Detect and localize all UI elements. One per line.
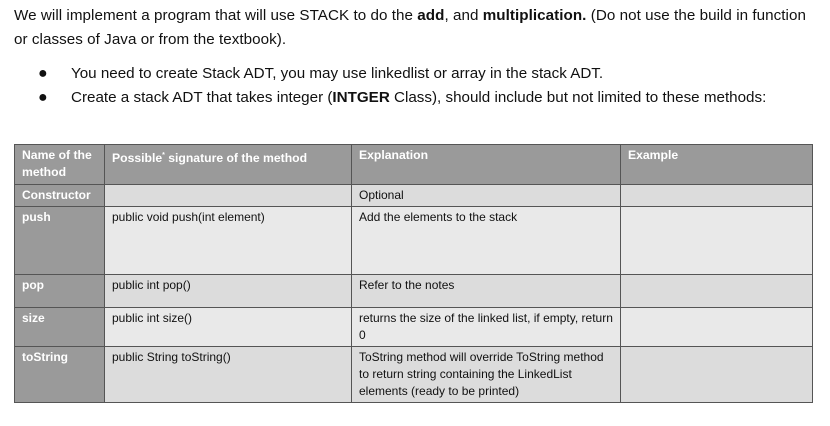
explanation-cell: Refer to the notes xyxy=(352,275,621,308)
bullet-text-2-bold: INTGER xyxy=(332,88,390,106)
signature-cell xyxy=(105,185,352,207)
bullet-text-1: You need to create Stack ADT, you may use linkedlist or array in the stack ADT. xyxy=(71,65,604,82)
header-signature-post: signature of the method xyxy=(164,151,308,166)
table-row xyxy=(15,185,813,207)
header-signature-sup: * xyxy=(162,152,165,159)
intro-text-1: We will implement a program that will use STACK to do the xyxy=(14,7,418,24)
explanation-cell: Add the elements to the stack xyxy=(352,207,621,275)
example-cell xyxy=(621,185,813,207)
table-header-row xyxy=(15,145,813,185)
explanation-cell: returns the size of the linked list, if empty, return 0 xyxy=(352,308,621,347)
intro-text-2: , and xyxy=(444,7,483,24)
explanation-cell: Optional xyxy=(352,185,621,207)
bullet-text-2 xyxy=(71,86,808,110)
explanation-cell: ToString method will override ToString method to return string containing the LinkedList elements (ready to be printed) xyxy=(352,347,621,403)
method-name-cell: size xyxy=(15,308,105,347)
method-name-cell: Constructor xyxy=(15,185,105,207)
method-name-cell: pop xyxy=(15,275,105,308)
list-item xyxy=(38,62,808,86)
table-row xyxy=(15,275,813,308)
bullet-icon: ● xyxy=(38,65,48,82)
header-signature-pre: Possible xyxy=(112,151,163,166)
requirements-list xyxy=(38,62,808,109)
bullet-icon: ● xyxy=(38,88,48,106)
intro-bold-add: add xyxy=(417,7,445,24)
header-signature xyxy=(105,145,352,185)
example-cell xyxy=(621,308,813,347)
intro-bold-multiplication: multiplication. xyxy=(482,7,587,24)
bullet-text-2-part2: Class), should include but not limited to these methods: xyxy=(389,88,767,106)
list-item xyxy=(38,86,808,110)
method-name-cell: toString xyxy=(15,347,105,403)
intro-paragraph xyxy=(14,4,814,52)
signature-cell: public String toString() xyxy=(105,347,352,403)
methods-table xyxy=(14,144,813,403)
bullet-text-2-part1: Create a stack ADT that takes integer ( xyxy=(71,88,333,106)
header-name: Name of the method xyxy=(15,145,105,185)
method-name-cell: push xyxy=(15,207,105,275)
example-cell xyxy=(621,275,813,308)
example-cell xyxy=(621,347,813,403)
example-cell xyxy=(621,207,813,275)
table-row xyxy=(15,308,813,347)
header-explanation: Explanation xyxy=(352,145,621,185)
table-row xyxy=(15,207,813,275)
table-row xyxy=(15,347,813,403)
intro-text-3: (Do not use the build in function or classes of Java or from the textbook). xyxy=(14,7,806,48)
signature-cell: public int pop() xyxy=(105,275,352,308)
signature-cell: public void push(int element) xyxy=(105,207,352,275)
header-example: Example xyxy=(621,145,813,185)
signature-cell: public int size() xyxy=(105,308,352,347)
